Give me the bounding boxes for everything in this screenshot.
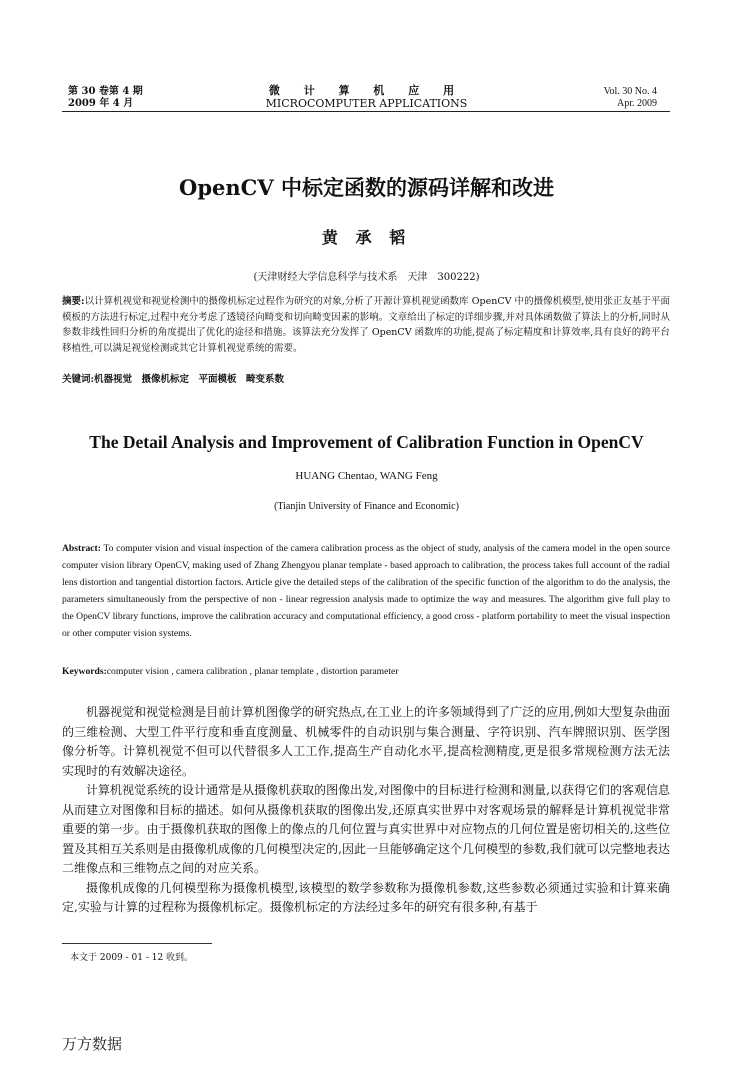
volume-number-en: Vol. 30 No. 4 xyxy=(603,86,657,97)
keywords-en-text: computer vision , camera calibration , planar template , distortion parameter xyxy=(106,666,399,677)
paper-title-en: The Detail Analysis and Improvement of Calibration Function in OpenCV xyxy=(89,432,644,452)
keywords-en xyxy=(62,666,670,677)
footnote: 本文于 2009 - 01 - 12 收到。 xyxy=(70,953,194,963)
abstract-en xyxy=(62,540,670,643)
affiliation-cn: (天津财经大学信息科学与技术系 天津 300222) xyxy=(253,272,480,283)
watermark: 万方数据 xyxy=(62,1035,123,1053)
issue-volume: 第 30 卷第 4 期 xyxy=(68,86,143,97)
body-text xyxy=(62,703,670,918)
paper-title-cn: OpenCV 中标定函数的源码详解和改进 xyxy=(179,175,554,200)
author-cn: 黄 承 韬 xyxy=(321,228,412,247)
volume-info-en xyxy=(604,86,657,110)
volume-date-en: Apr. 2009 xyxy=(617,98,657,109)
author-en: HUANG Chentao, WANG Feng xyxy=(295,470,438,482)
keywords-cn-text: 机器视觉 摄像机标定 平面模板 畸变系数 xyxy=(94,374,285,385)
journal-name-cn: 微 计 算 机 应 用 xyxy=(268,84,465,97)
abstract-cn-label: 摘要: xyxy=(62,296,85,307)
abstract-cn xyxy=(62,294,670,356)
header-rule xyxy=(62,111,670,112)
body-paragraph-3: 摄像机成像的几何模型称为摄像机模型,该模型的数学参数称为摄像机参数,这些参数必须通过实验和计算来确定,实验与计算的过程称为摄像机标定。摄像机标定的方法经过多年的研究有很多种,有基于 xyxy=(62,880,670,914)
abstract-cn-text: 以计算机视觉和视觉检测中的摄像机标定过程作为研究的对象,分析了开源计算机视觉函数库 OpenCV 中的摄像机模型,使用张正友基于平面模板的方法进行标定,过程中充分考虑了透镜径向畸变和切向畸变因素的影响。文章给出了标定的详细步骤,并对具体函数做了算法上的分析,同时从参数非线性回归分析的角度提出了优化的途径和措施。该算法充分发挥了 OpenCV 函数库的功能,提高了标定精度和计算效率,具有良好的跨平台移植性,可以满足视觉检测或其它计算机视觉系统的需要。 xyxy=(62,296,670,354)
footnote-rule xyxy=(62,943,212,944)
body-paragraph-1: 机器视觉和视觉检测是目前计算机图像学的研究热点,在工业上的许多领域得到了广泛的应用,例如大型复杂曲面的三维检测、大型工件平行度和垂直度测量、机械零件的自动识别与集合测量、字符识别、汽车牌照识别、医学图像分析等。计算机视觉不但可以代替很多人工工作,提高生产自动化水平,提高检测精度,更是很多常规检测方法无法实现时的有效解决途径。 xyxy=(62,705,670,778)
issue-date: 2009 年 4 月 xyxy=(68,98,134,109)
keywords-cn-label: 关键词: xyxy=(62,374,95,385)
body-paragraph-2: 计算机视觉系统的设计通常是从摄像机获取的图像出发,对图像中的目标进行检测和测量,以获得它们的客观信息从而建立对图像和目标的描述。如何从摄像机获取的图像出发,还原真实世界中对客观场景的解释是计算机视觉非常重要的第一步。由于摄像机获取的图像上的像点的几何位置与真实世界中对应物点的几何位置是密切相关的,这些位置及其相互关系则是由摄像机成像的几何模型决定的,因此一旦能够确定这个几何模型的参数,我们就可以完整地表达二维像点和三维物点之间的对应关系。 xyxy=(62,783,670,875)
abstract-en-text: To computer vision and visual inspection of the camera calibration process as the object of study, analysis of the camera model in the open source computer vision library OpenCV, making used of Zhang Zhengyou planar template - based approach to calibration, the process takes full account of the radial lens distortion and tangential distortion factors. Article give the detailed steps of the calibration of the specific function of the algorithm to do the analysis, the parameters simultaneously from the perspective of non - linear regression analysis made to optimize the way and measures. The algorithm give full play to the OpenCV library functions, improve the calibration accuracy and computational efficiency, a good cross - platform portability to meet the visual inspection or other computer vision systems. xyxy=(62,543,670,640)
keywords-en-label: Keywords: xyxy=(62,666,107,677)
journal-name-en: MICROCOMPUTER APPLICATIONS xyxy=(265,97,468,110)
affiliation-en: (Tianjin University of Finance and Economic) xyxy=(274,501,459,512)
keywords-cn xyxy=(62,371,670,385)
abstract-en-label: Abstract: xyxy=(62,543,101,554)
